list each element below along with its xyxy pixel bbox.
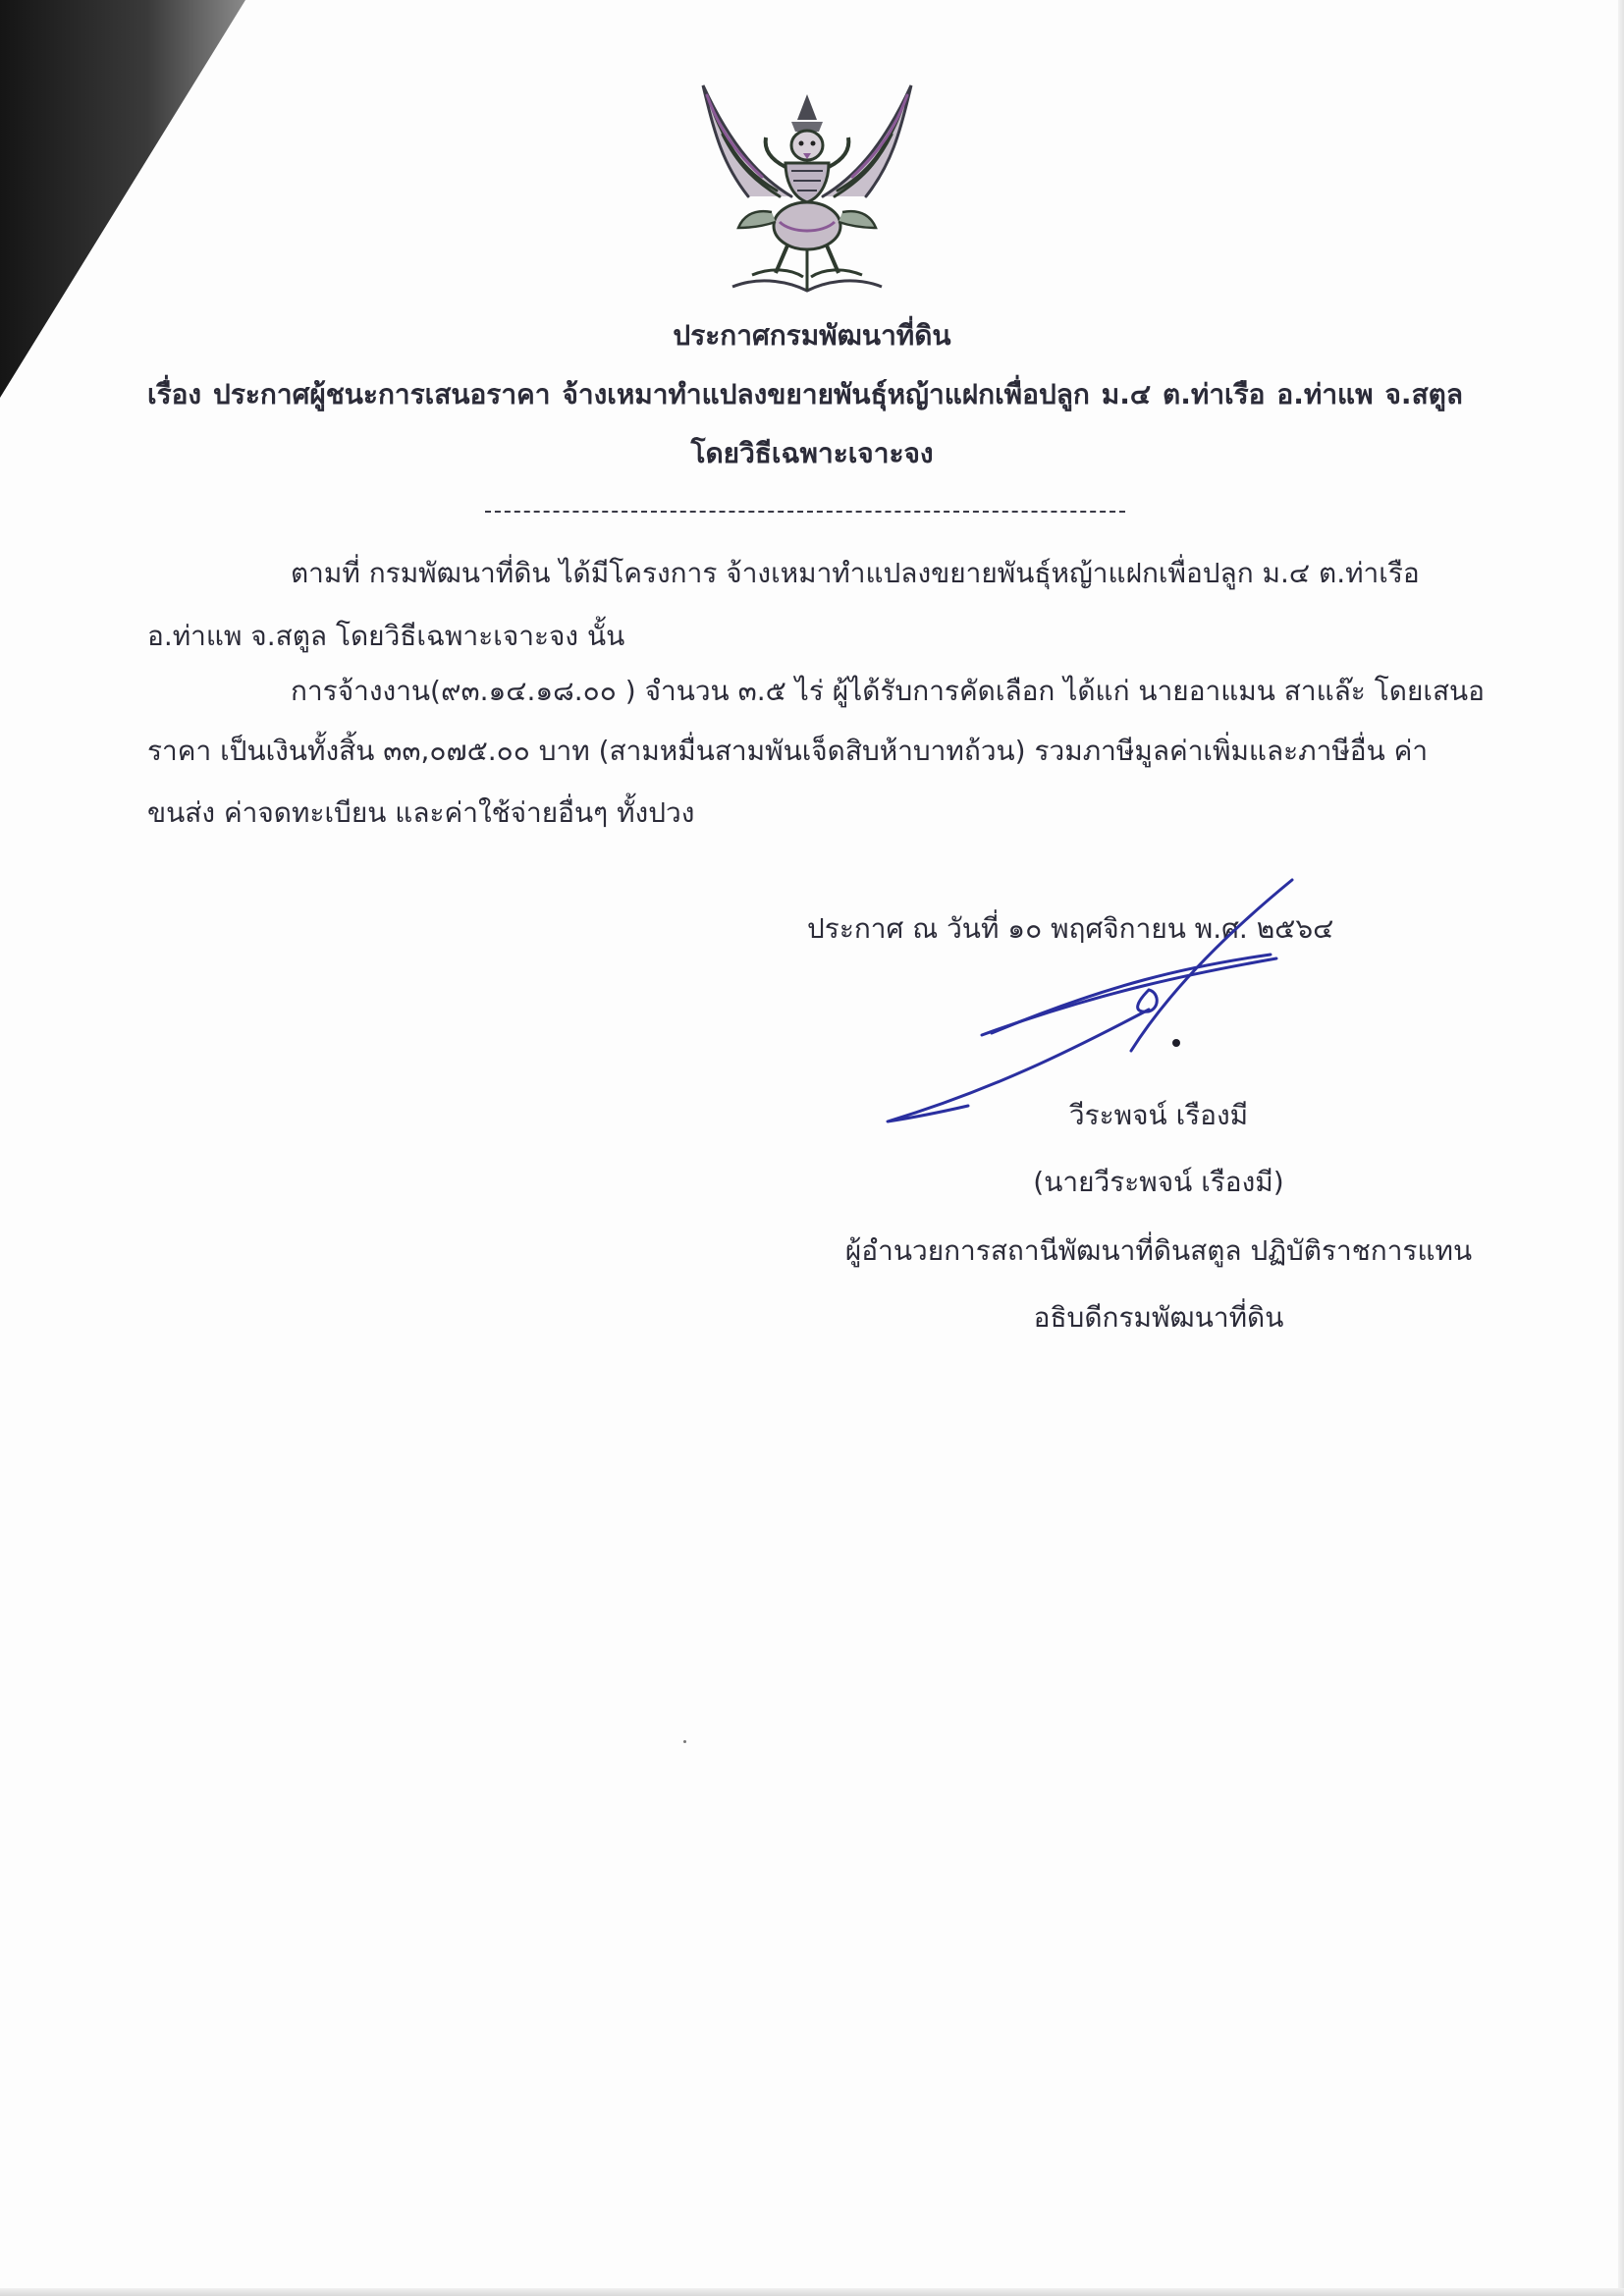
garuda-emblem — [693, 81, 921, 299]
signatory-full-name: (นายวีระพจน์ เรืองมี) — [1033, 1166, 1284, 1198]
handwritten-signature — [874, 864, 1316, 1129]
body-paragraph-2-line-2: ราคา เป็นเงินทั้งสิ้น ๓๓,๐๗๕.๐๐ บาท (สามหมื่นสามพันเจ็ดสิบห้าบาทถ้วน) รวมภาษีมูลค่าเพิ่มและภาษีอื่น ค่า — [147, 735, 1429, 767]
body-paragraph-1-line-1: ตามที่ กรมพัฒนาที่ดิน ได้มีโครงการ จ้างเหมาทำแปลงขยายพันธุ์หญ้าแฝกเพื่อปลูก ม.๔ ต.ท่าเรือ — [291, 557, 1420, 589]
body-paragraph-1-line-2: อ.ท่าแพ จ.สตูล โดยวิธีเฉพาะเจาะจง นั้น — [147, 620, 625, 652]
signatory-position-continued: อธิบดีกรมพัฒนาที่ดิน — [1033, 1301, 1284, 1334]
signatory-position: ผู้อำนวยการสถานีพัฒนาที่ดินสตูล ปฏิบัติราชการแทน — [844, 1234, 1473, 1267]
scan-speck — [683, 1740, 686, 1743]
document-subject-continued: โดยวิธีเฉพาะเจาะจง — [690, 437, 934, 469]
document-subject: เรื่อง ประกาศผู้ชนะการเสนอราคา จ้างเหมาทำแปลงขยายพันธุ์หญ้าแฝกเพื่อปลูก ม.๔ ต.ท่าเรือ อ.ท่าแพ จ.สตูล — [147, 378, 1463, 410]
signatory-name: วีระพจน์ เรืองมี — [1068, 1099, 1249, 1131]
scan-edge-bottom — [0, 2288, 1624, 2296]
title-divider — [485, 511, 1125, 513]
announcement-date: ประกาศ ณ วันที่ ๑๐ พฤศจิกายน พ.ศ. ๒๕๖๔ — [807, 912, 1334, 945]
document-title: ประกาศกรมพัฒนาที่ดิน — [673, 319, 951, 352]
body-paragraph-2-line-3: ขนส่ง ค่าจดทะเบียน และค่าใช้จ่ายอื่นๆ ทั้งปวง — [147, 796, 695, 829]
body-paragraph-2-line-1: การจ้างงาน(๙๓.๑๔.๑๘.๐๐ ) จำนวน ๓.๕ ไร่ ผู้ได้รับการคัดเลือก ได้แก่ นายอาแมน สาแล๊ะ โดยเสนอ — [291, 675, 1485, 707]
